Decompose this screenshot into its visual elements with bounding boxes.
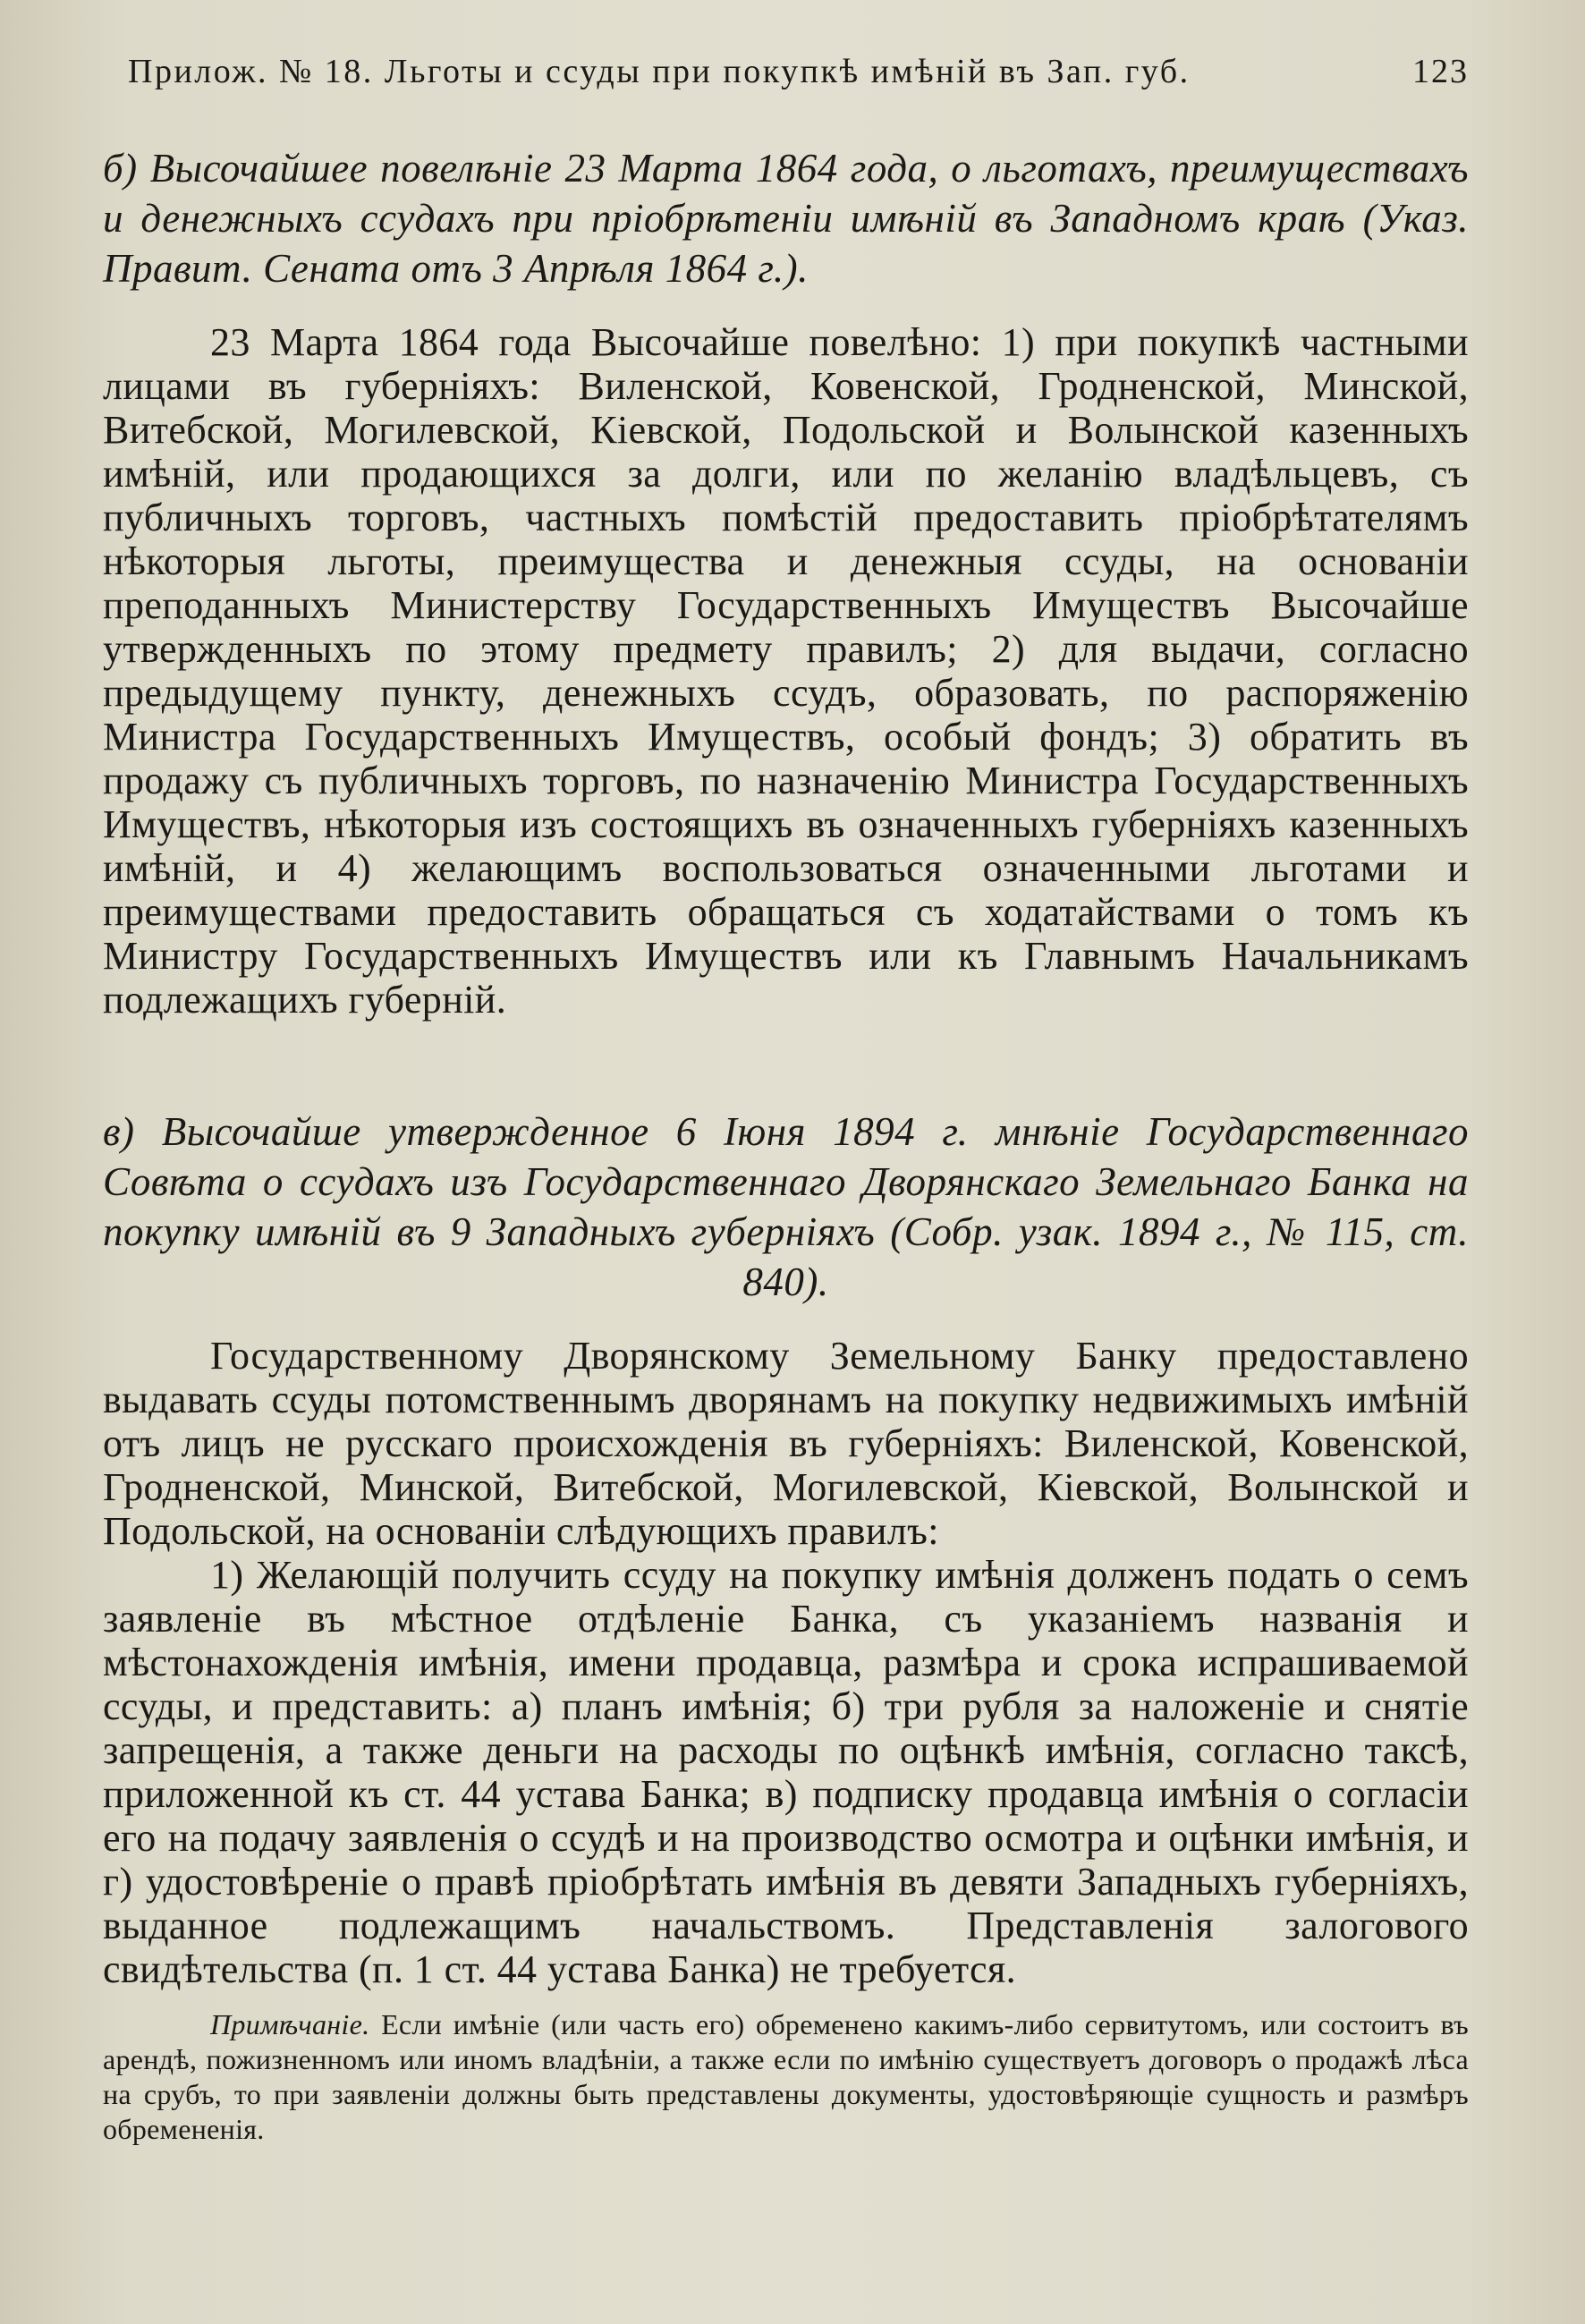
running-head [103, 52, 1469, 91]
section-b-heading: б) Высочайшее повелѣніе 23 Марта 1864 года, о льготахъ, преимуществахъ и денежныхъ ссудахъ при пріобрѣтеніи имѣній въ Западномъ краѣ (Указ. Правит. Сената отъ 3 Апрѣля 1864 г.). [103, 146, 1469, 291]
section-b-body: 23 Марта 1864 года Высочайше повелѣно: 1) при покупкѣ частными лицами въ губерніяхъ: Виленской, Ковенской, Гродненской, Минской, Витебской, Могилевской, Кіевской, Подольской и Волынской казенныхъ имѣній, или продающихся за долги, или по желанію владѣльцевъ, съ публичныхъ торговъ, частныхъ помѣстій предоставить пріобрѣтателямъ нѣкоторыя льготы, преимущества и денежныя ссуды, на основаніи преподанныхъ Министерству Государственныхъ Имуществъ Высочайше утвержденныхъ по этому предмету правилъ; 2) для выдачи, согласно предыдущему пункту, денежныхъ ссудъ, образовать, по распоряженію Министра Государственныхъ Имуществъ, особый фондъ; 3) обратить въ продажу съ публичныхъ торговъ, по назначенію Министра Государственныхъ Имуществъ, нѣкоторыя изъ состоящихъ въ означенныхъ губерніяхъ казенныхъ имѣній, и 4) желающимъ воспользоваться означенными льготами и преимуществами предоставить обращаться съ ходатайствами о томъ къ Министру Государственныхъ Имуществъ или къ Главнымъ Начальникамъ подлежащихъ губерній. [103, 320, 1469, 1022]
section-v-rule-1: 1) Желающій получить ссуду на покупку имѣнія долженъ подать о семъ заявленіе въ мѣстное отдѣленіе Банка, съ указаніемъ названія и мѣстонахожденія имѣнія, имени продавца, размѣра и срока испрашиваемой ссуды, и представить: а) планъ имѣнія; б) три рубля за наложеніе и снятіе запрещенія, а также деньги на расходы по оцѣнкѣ имѣнія, согласно таксѣ, приложенной къ ст. 44 устава Банка; в) подписку продавца имѣнія о согласіи его на подачу заявленія о ссудѣ и на производство осмотра и оцѣнки имѣнія, и г) удостовѣреніе о правѣ пріобрѣтать имѣнія въ девяти Западныхъ губерніяхъ, выданное подлежащимъ начальствомъ. Представленія залогового свидѣтельства (п. 1 ст. 44 устава Банка) не требуется. [103, 1553, 1469, 1991]
note-label: Примѣчаніе. [210, 2008, 370, 2040]
running-head-title: Прилож. № 18. Льготы и ссуды при покупкѣ имѣній въ Зап. губ. [128, 53, 1191, 90]
section-v-heading: в) Высочайше утвержденное 6 Іюня 1894 г. мнѣніе Государственнаго Совѣта о ссудахъ изъ Государственнаго Дворянскаго Земельнаго Банка на покупку имѣній въ 9 Западныхъ губерніяхъ (Собр. узак. 1894 г., № 115, ст. 840). [103, 1109, 1469, 1304]
page-number: 123 [1412, 53, 1469, 90]
section-v-intro: Государственному Дворянскому Земельному Банку предоставлено выдавать ссуды потомственнымъ дворянамъ на покупку недвижимыхъ имѣній отъ лицъ не русскаго происхожденія въ губерніяхъ: Виленской, Ковенской, Гродненской, Минской, Витебской, Могилевской, Кіевской, Волынской и Подольской, на основаніи слѣдующихъ правилъ: [103, 1334, 1469, 1553]
note-text: Если имѣніе (или часть его) обременено какимъ-либо сервитутомъ, или состоитъ въ арендѣ, пожизненномъ или иномъ владѣніи, а также если по имѣнію существуетъ договоръ о продажѣ лѣса на срубъ, то при заявленіи должны быть представлены документы, удостовѣряющіе сущность и размѣръ обремененія. [103, 2008, 1469, 2145]
section-v-note [103, 2007, 1469, 2147]
section-spacer [103, 1022, 1469, 1107]
